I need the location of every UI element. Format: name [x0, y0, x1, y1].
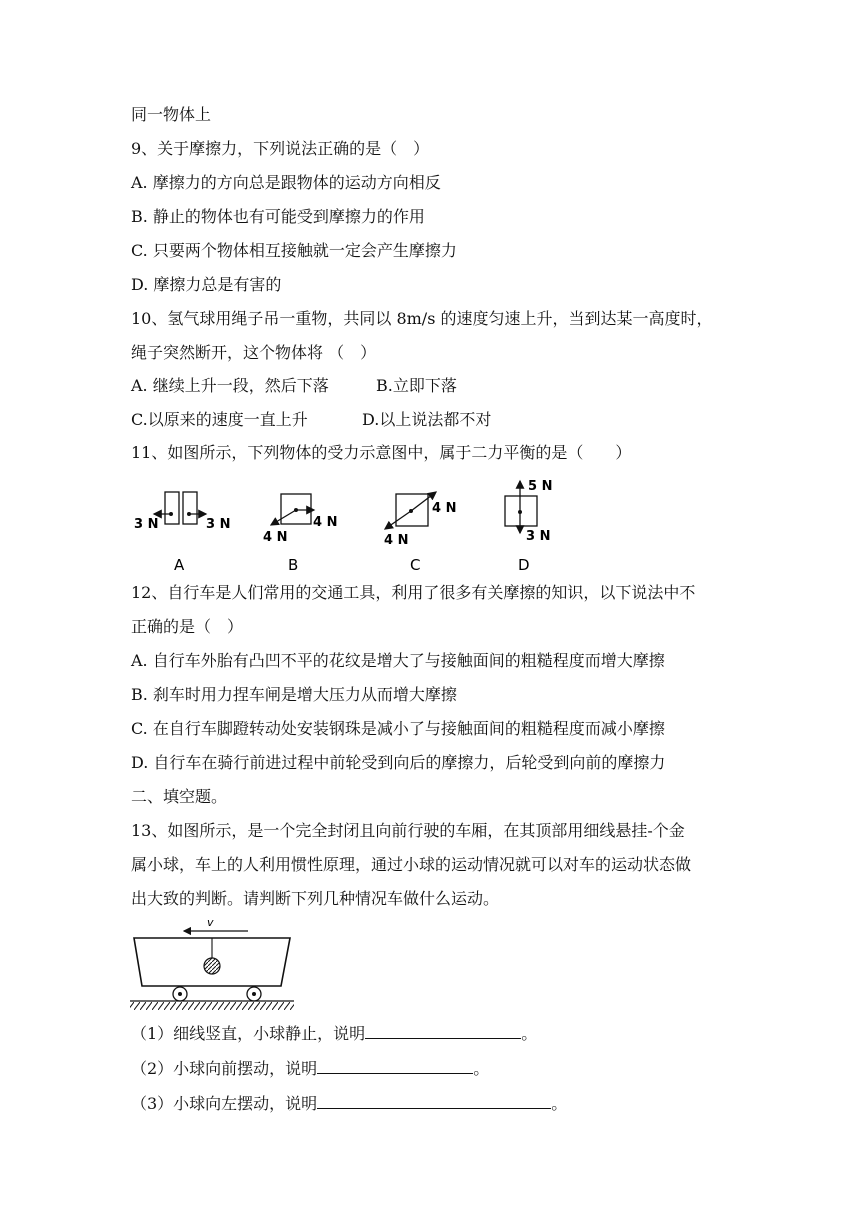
q9-option-c: C. 只要两个物体相互接触就一定会产生摩擦力	[131, 241, 457, 260]
diagram-c	[384, 492, 456, 574]
diagram-d-caption: D	[518, 556, 530, 574]
q12-option-b: B. 刹车时用力捏车闸是增大压力从而增大摩擦	[131, 685, 457, 704]
q13-stem-line3: 出大致的判断。请判断下列几种情况车做什么运动。	[131, 889, 500, 908]
q10-stem-line2: 绳子突然断开，这个物体将 （ ）	[131, 343, 377, 362]
q12-option-d: D. 自行车在骑行前进过程中前轮受到向后的摩擦力，后轮受到向前的摩擦力	[131, 753, 666, 772]
diagram-b-bottom-force: 4 N	[263, 530, 288, 545]
velocity-label: v	[207, 916, 214, 929]
ground-hatching	[130, 1002, 294, 1010]
q10-option-d: D.以上说法都不对	[362, 410, 492, 429]
q11-stem: 11、如图所示，下列物体的受力示意图中，属于二力平衡的是（ ）	[131, 443, 632, 462]
q10-stem-line1: 10、氢气球用绳子吊一重物，共同以 8m/s 的速度匀速上升，当到达某一高度时，	[131, 309, 713, 328]
q12-stem-line2: 正确的是（ ）	[131, 617, 244, 636]
q13-carriage-diagram	[128, 914, 298, 1012]
q13-stem-line1: 13、如图所示，是一个完全封闭且向前行驶的车厢，在其顶部用细线悬挂-个金	[131, 821, 685, 840]
diagram-a	[134, 492, 230, 574]
q12-stem-line1: 12、自行车是人们常用的交通工具，利用了很多有关摩擦的知识，以下说法中不	[131, 583, 696, 602]
section-heading: 二、填空题。	[131, 787, 228, 806]
diagram-d-top-force: 5 N	[528, 479, 553, 494]
diagram-d	[505, 479, 552, 574]
q9-stem: 9、关于摩擦力，下列说法正确的是（ ）	[131, 139, 430, 158]
q10-option-c: C.以原来的速度一直上升	[131, 410, 308, 429]
q13-stem-line2: 属小球，车上的人利用惯性原理，通过小球的运动情况就可以对车的运动状态做	[131, 855, 692, 874]
diagram-c-caption: C	[410, 556, 421, 574]
metal-ball	[204, 958, 220, 974]
diagram-c-right-force: 4 N	[432, 501, 457, 516]
diagram-c-bottom-force: 4 N	[384, 533, 409, 548]
q9-option-a: A. 摩擦力的方向总是跟物体的运动方向相反	[131, 173, 441, 192]
carry-over-line: 同一物体上	[131, 105, 212, 124]
fill-blank-1[interactable]	[365, 1022, 521, 1039]
q11-force-diagrams	[128, 474, 568, 578]
q12-option-c: C. 在自行车脚蹬转动处安装钢珠是减小了与接触面间的粗糙程度而减小摩擦	[131, 719, 665, 738]
fill-blank-3[interactable]	[317, 1092, 551, 1109]
diagram-a-left-force: 3 N	[134, 517, 159, 532]
q9-option-b: B. 静止的物体也有可能受到摩擦力的作用	[131, 207, 425, 226]
fill-item-2: （2）小球向前摆动，说明 。	[131, 1059, 490, 1078]
diagram-d-bottom-force: 3 N	[526, 529, 551, 544]
fill-blank-2[interactable]	[317, 1057, 473, 1074]
q12-option-a: A. 自行车外胎有凸凹不平的花纹是增大了与接触面间的粗糙程度而增大摩擦	[131, 651, 665, 670]
diagram-a-caption: A	[174, 556, 185, 574]
q10-option-b: B.立即下落	[376, 376, 457, 395]
diagram-b	[263, 494, 337, 574]
diagram-b-right-force: 4 N	[313, 515, 338, 530]
q10-option-a: A. 继续上升一段，然后下落	[131, 376, 329, 395]
diagram-b-caption: B	[288, 556, 299, 574]
diagram-a-right-force: 3 N	[206, 517, 231, 532]
fill-item-3: （3）小球向左摆动，说明 。	[131, 1094, 568, 1113]
q9-option-d: D. 摩擦力总是有害的	[131, 275, 282, 294]
fill-item-1: （1）细线竖直，小球静止，说明 。	[131, 1024, 538, 1043]
